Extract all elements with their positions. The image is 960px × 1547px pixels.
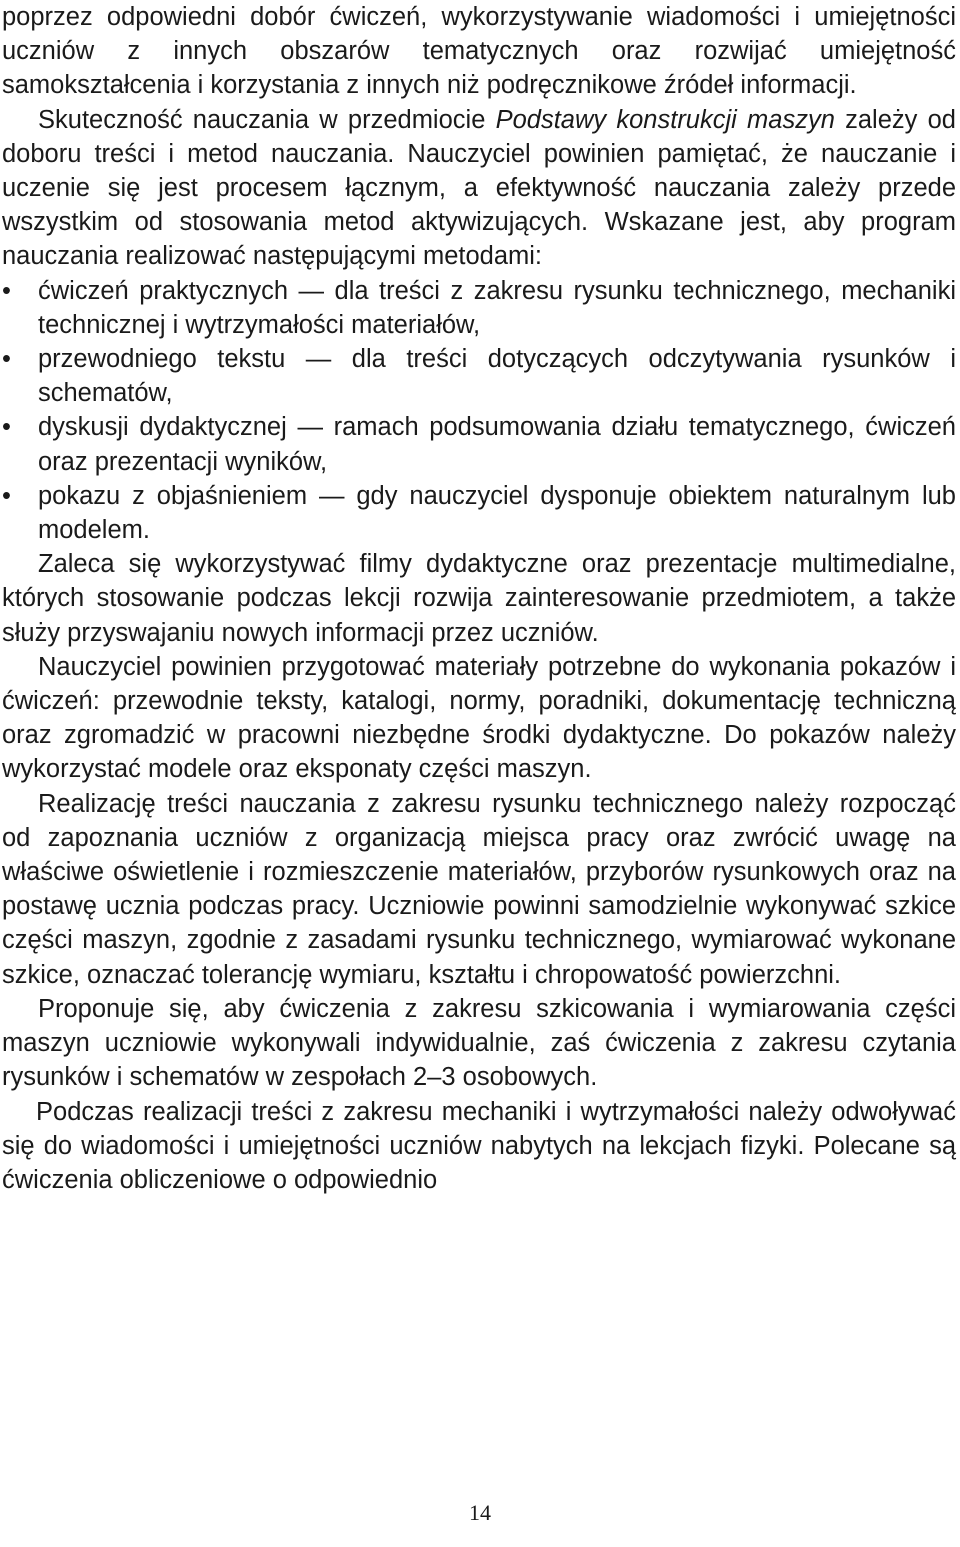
paragraph: Realizację treści nauczania z zakresu rysunku technicznego należy rozpocząć od zapoznania uczniów z organizacją miejsca pracy oraz zwrócić uwagę na właściwe oświetlenie i rozmieszczenie materiałów, przyborów rysunkowych oraz na postawę ucznia podczas pracy. Uczniowie powinni samodzielnie wykonywać szkice części maszyn, zgodnie z zasadami rysunku technicznego, wymiarować wykonane szkice, oznaczać tolerancję wymiaru, kształtu i chropowatość powierzchni. (2, 789, 956, 989)
list-item (2, 274, 956, 342)
paragraph: Zaleca się wykorzystywać filmy dydaktyczne oraz prezentacje multimedialne, których stosowanie podczas lekcji rozwija zainteresowanie przedmiotem, a także służy przyswajaniu nowych informacji przez uczniów. (2, 550, 956, 647)
list-item (2, 410, 956, 478)
list-item (2, 342, 956, 410)
list-item-text: przewodniego tekstu — dla treści dotyczących odczytywania rysunków i schematów, (38, 345, 956, 408)
list-item-text: ćwiczeń praktycznych — dla treści z zakresu rysunku technicznego, mechaniki technicznej i wytrzymałości materiałów, (38, 276, 956, 339)
paragraph: Nauczyciel powinien przygotować materiały potrzebne do wykonania pokazów i ćwiczeń: przewodnie teksty, katalogi, normy, poradniki, dokumentację techniczną oraz zgromadzić w pracowni niezbędne środki dydaktyczne. Do pokazów należy wykorzystać modele oraz eksponaty części maszyn. (2, 652, 956, 784)
bullet-icon: • (2, 345, 11, 374)
paragraph-text: poprzez odpowiedni dobór ćwiczeń, wykorzystywanie wiadomości i umiejętności uczniów z innych obszarów tematycznych oraz rozwijać umiejętność samokształcenia i korzystania z innych niż podręcznikowe źródeł informacji. (2, 3, 956, 100)
bullet-icon: • (2, 481, 11, 510)
paragraph-text: Skuteczność nauczania w przedmiocie (38, 105, 496, 134)
list-item-text: pokazu z objaśnieniem — gdy nauczyciel dysponuje obiektem naturalnym lub modelem. (38, 481, 956, 545)
paragraph-continuation (2, 0, 956, 274)
paragraph: Proponuje się, aby ćwiczenia z zakresu szkicowania i wymiarowania części maszyn uczniowie wykonywali indywidualnie, zaś ćwiczenia z zakresu czytania rysunków i schematów w zespołach 2–3 osobowych. (2, 994, 956, 1092)
bullet-icon: • (2, 413, 11, 442)
bullet-icon: • (2, 276, 11, 305)
body-text (2, 0, 956, 1197)
paragraph-text: zależy od doboru treści i metod nauczania. Nauczyciel powinien pamiętać, że nauczanie i uczenie się jest procesem łącznym, a efektywność nauczania zależy przede wszystkim od stosowania metod aktywizujących. Wskazane jest, aby program nauczania realizować następującymi metodami: (2, 105, 956, 271)
list-item-text: dyskusji dydaktycznej — ramach podsumowania działu tematycznego, ćwiczeń oraz prezentacji wyników, (38, 413, 956, 476)
subject-title: Podstawy konstrukcji maszyn (495, 105, 835, 134)
paragraph: Podczas realizacji treści z zakresu mechaniki i wytrzymałości należy odwoływać się do wiadomości i umiejętności uczniów nabytych na lekcjach fizyki. Polecane są ćwiczenia obliczeniowe o odpowiednio (2, 1097, 956, 1194)
methods-list (2, 274, 956, 548)
page-number: 14 (469, 1500, 491, 1525)
list-item (2, 479, 956, 547)
